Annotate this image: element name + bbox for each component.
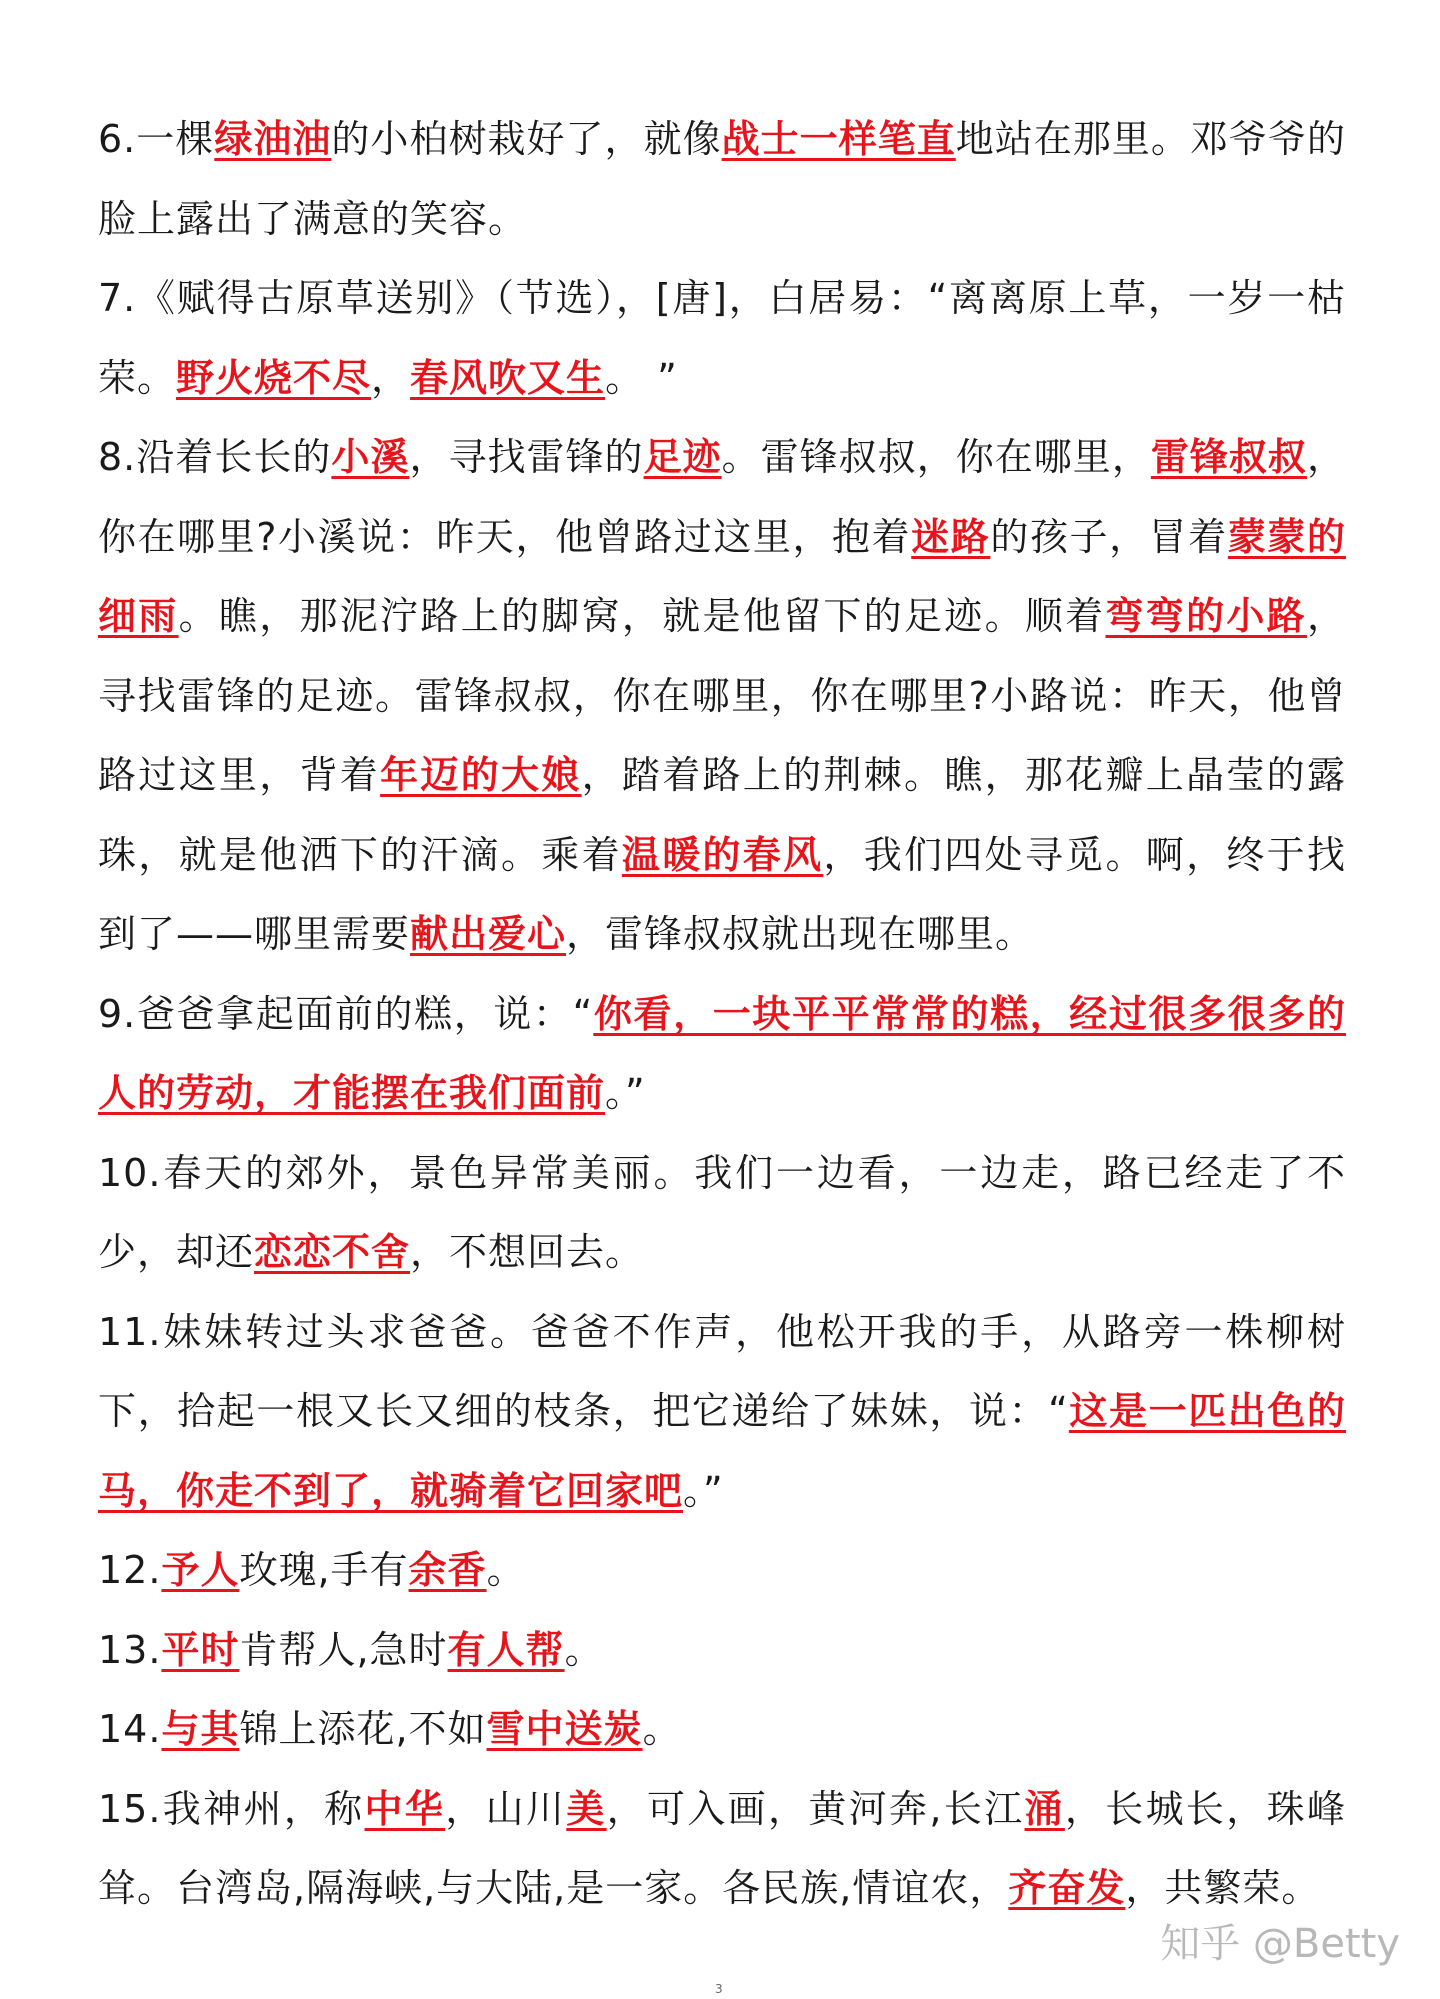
answer-text: 余香 [408, 1548, 487, 1592]
question-text: ，可入画，黄河奔,长江 [606, 1786, 1025, 1831]
answer-text: 涌 [1024, 1786, 1065, 1831]
watermark: 知乎 @Betty [1160, 1921, 1400, 1967]
question-text: ，踏着路上的荆棘。瞧，那花瓣上晶莹的露珠，就是他洒下的汗滴。乘着 [98, 753, 1346, 877]
question-text: 。雷锋叔叔，你在哪里， [721, 435, 1151, 479]
list-item [98, 418, 1346, 975]
answer-text: 献出爱心 [410, 912, 567, 956]
question-text: 。 [486, 1548, 526, 1592]
question-text: 6.一棵 [98, 117, 215, 161]
list-item [98, 1611, 1346, 1691]
question-text: 。瞧，那泥泞路上的脚窝，就是他留下的足迹。顺着 [178, 594, 1106, 638]
question-text: 。” [605, 1071, 646, 1115]
answer-text: 弯弯的小路 [1105, 594, 1307, 638]
answer-text: 绿油油 [214, 117, 332, 161]
question-text: 11.妹妹转过头求爸爸。爸爸不作声，他松开我的手，从路旁一株柳树下，拾起一根又长又细的枝条，把它递给了妹妹，说：“ [98, 1309, 1346, 1433]
list-item [98, 1293, 1346, 1532]
question-text: 10.春天的郊外，景色异常美丽。我们一边看，一边走，路已经走了不少，却还 [98, 1150, 1346, 1274]
answer-text: 足迹 [643, 435, 722, 479]
question-text: ，雷锋叔叔就出现在哪里。 [566, 912, 1035, 956]
answer-text: 温暖的春风 [621, 832, 824, 877]
answer-text: 你看，一块平平常常的糕，经过很多很多的人的劳动，才能摆在我们面前 [98, 991, 1346, 1115]
answer-text: 恋恋不舍 [254, 1230, 411, 1274]
question-text: 8.沿着长长的 [98, 435, 332, 479]
answer-text: 平时 [161, 1627, 240, 1672]
answer-text: 中华 [364, 1786, 446, 1831]
question-text: 13. [98, 1627, 162, 1672]
question-text: 的孩子，冒着 [990, 514, 1228, 559]
answer-text: 春风吹又生 [410, 355, 606, 400]
answer-text: 雪中送炭 [486, 1707, 643, 1751]
page-number: 3 [715, 1982, 723, 1996]
list-item [98, 1531, 1346, 1611]
question-text: ，我们四处寻觅。啊，终于找到了——哪里需要 [98, 832, 1346, 956]
question-text: 12. [98, 1548, 162, 1592]
document-body [98, 100, 1346, 1929]
question-text: 9.爸爸拿起面前的糕，说：“ [98, 991, 594, 1036]
question-text: 15.我神州，称 [98, 1786, 365, 1831]
question-text: ，山川 [445, 1786, 567, 1831]
list-item [98, 1134, 1346, 1293]
answer-text: 雷锋叔叔 [1150, 435, 1307, 479]
list-item [98, 1770, 1346, 1929]
answer-text: 齐奋发 [1008, 1866, 1126, 1910]
question-text: ，长城长，珠峰耸。台湾岛,隔海峡,与大陆,是一家。各民族,情谊农， [98, 1786, 1346, 1910]
answer-text: 这是一匹出色的马，你走不到了，就骑着它回家吧 [98, 1389, 1346, 1513]
question-text: 玫瑰,手有 [239, 1548, 409, 1592]
answer-text: 迷路 [911, 514, 991, 559]
question-text: 。” [683, 1468, 724, 1513]
list-item [98, 975, 1346, 1134]
list-item [98, 1690, 1346, 1770]
list-item [98, 259, 1346, 418]
question-text: 锦上添花,不如 [239, 1707, 487, 1751]
question-text: 。 [564, 1627, 604, 1672]
question-text: ，寻找雷锋的足迹。雷锋叔叔，你在哪里，你在哪里?小路说：昨天，他曾路过这里，背着 [98, 594, 1346, 797]
question-text: ，共繁荣。 [1125, 1866, 1321, 1910]
question-text: ，你在哪里?小溪说：昨天，他曾路过这里，抱着 [98, 435, 1346, 559]
answer-text: 有人帮 [447, 1627, 565, 1672]
answer-text: 与其 [161, 1707, 240, 1751]
question-text: 地站在那里。邓爷爷的脸上露出了满意的笑容。 [98, 117, 1346, 241]
answer-text: 战士一样笔直 [721, 117, 956, 161]
list-item [98, 100, 1346, 259]
question-text: ，寻找雷锋的 [409, 435, 644, 479]
answer-text: 野火烧不尽 [176, 355, 372, 400]
question-text: ， [371, 355, 411, 400]
answer-text: 美 [566, 1786, 607, 1831]
question-text: 。 [642, 1707, 682, 1751]
question-text: 7.《赋得古原草送别》（节选），[唐]，白居易：“离离原上草，一岁一枯荣。 [98, 276, 1346, 400]
question-text: 的小柏树栽好了，就像 [331, 117, 722, 161]
question-text: 。 ” [605, 355, 678, 400]
question-text: 肯帮人,急时 [239, 1627, 448, 1672]
answer-text: 年迈的大娘 [380, 753, 582, 797]
question-text: 14. [98, 1707, 162, 1751]
question-text: ，不想回去。 [410, 1230, 645, 1274]
answer-text: 蒙蒙的细雨 [98, 514, 1346, 638]
answer-text: 予人 [161, 1548, 240, 1592]
answer-text: 小溪 [331, 435, 410, 479]
